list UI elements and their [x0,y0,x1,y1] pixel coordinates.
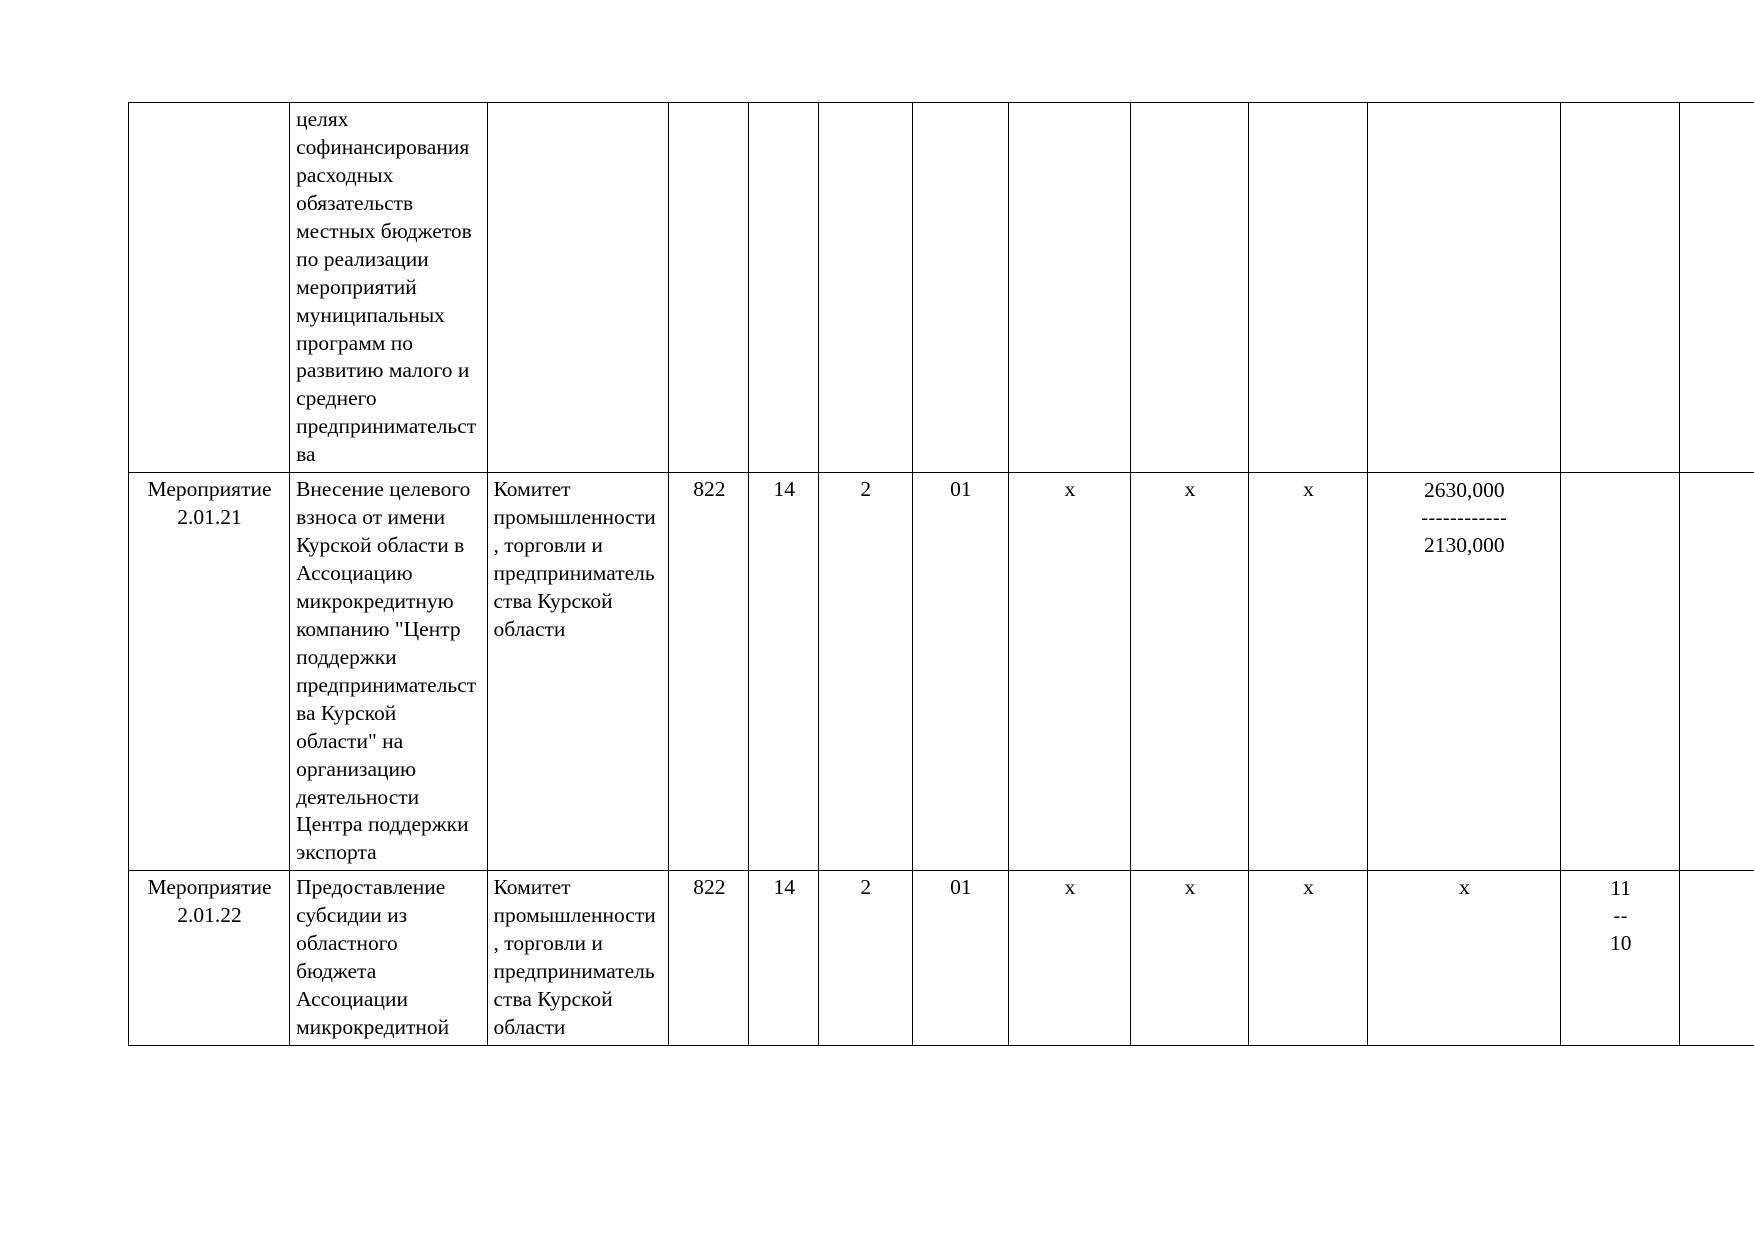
table-row [129,473,1754,871]
cell-gl [669,103,749,473]
amount-3-value-top: 2630,000 [1424,478,1505,503]
cell-csr: 01 [912,871,1009,1046]
measure-code-line-1: Мероприятие [147,477,272,502]
measure-code-line-1: Мероприятие [147,875,272,900]
cell-pr [819,103,913,473]
amount-4-divider: -- [1613,904,1628,927]
table-row [129,871,1754,1046]
cell-vr [1009,103,1131,473]
cell-executor: Комитет промышленности , торговли и предпринимательства Курской области [487,473,669,871]
cell-amount-1: x [1130,473,1248,871]
cell-amount-5 [1680,103,1754,473]
cell-amount-4 [1560,473,1680,871]
budget-table-container [128,102,1754,1046]
cell-amount-3: x [1367,871,1560,1046]
cell-rz: 14 [749,871,819,1046]
cell-amount-2: x [1249,871,1367,1046]
amount-3-divider: ------------ [1421,506,1508,529]
cell-executor: Комитет промышленности , торговли и предпринимательства Курской области [487,871,669,1046]
table-row [129,103,1754,473]
cell-amount-1 [1130,103,1248,473]
cell-csr [912,103,1009,473]
cell-gl: 822 [669,871,749,1046]
budget-table [128,102,1754,1046]
cell-amount-2: x [1249,473,1367,871]
cell-gl: 822 [669,473,749,871]
cell-amount-4 [1560,871,1680,1046]
cell-amount-3 [1367,473,1560,871]
cell-measure-description: Предоставление субсидии из областного бюджета Ассоциации микрокредитной [290,871,487,1046]
cell-amount-4 [1560,103,1680,473]
measure-code-line-2: 2.01.22 [177,903,242,928]
amount-4-value-top: 11 [1610,876,1632,901]
cell-rz: 14 [749,473,819,871]
cell-measure-code [129,473,290,871]
amount-3-value-bottom: 2130,000 [1424,532,1505,557]
cell-pr: 2 [819,473,913,871]
cell-measure-code [129,871,290,1046]
cell-amount-5 [1680,473,1754,871]
cell-csr: 01 [912,473,1009,871]
cell-amount-3 [1367,103,1560,473]
cell-amount-5 [1680,871,1754,1046]
cell-pr: 2 [819,871,913,1046]
cell-measure-description: целях софинансирования расходных обязательств местных бюджетов по реализации мероприятий муниципальных программ по развитию малого и среднего предпринимательства [290,103,487,473]
cell-executor [487,103,669,473]
cell-amount-1: x [1130,871,1248,1046]
cell-vr: x [1009,871,1131,1046]
cell-amount-2 [1249,103,1367,473]
cell-rz [749,103,819,473]
cell-measure-code [129,103,290,473]
cell-measure-description: Внесение целевого взноса от имени Курской области в Ассоциацию микрокредитную компанию "Центр поддержки предпринимательства Курской области" на организацию деятельности Центра поддержки экспорта [290,473,487,871]
cell-vr: x [1009,473,1131,871]
measure-code-line-2: 2.01.21 [177,505,242,530]
amount-4-value-bottom: 10 [1609,931,1632,956]
